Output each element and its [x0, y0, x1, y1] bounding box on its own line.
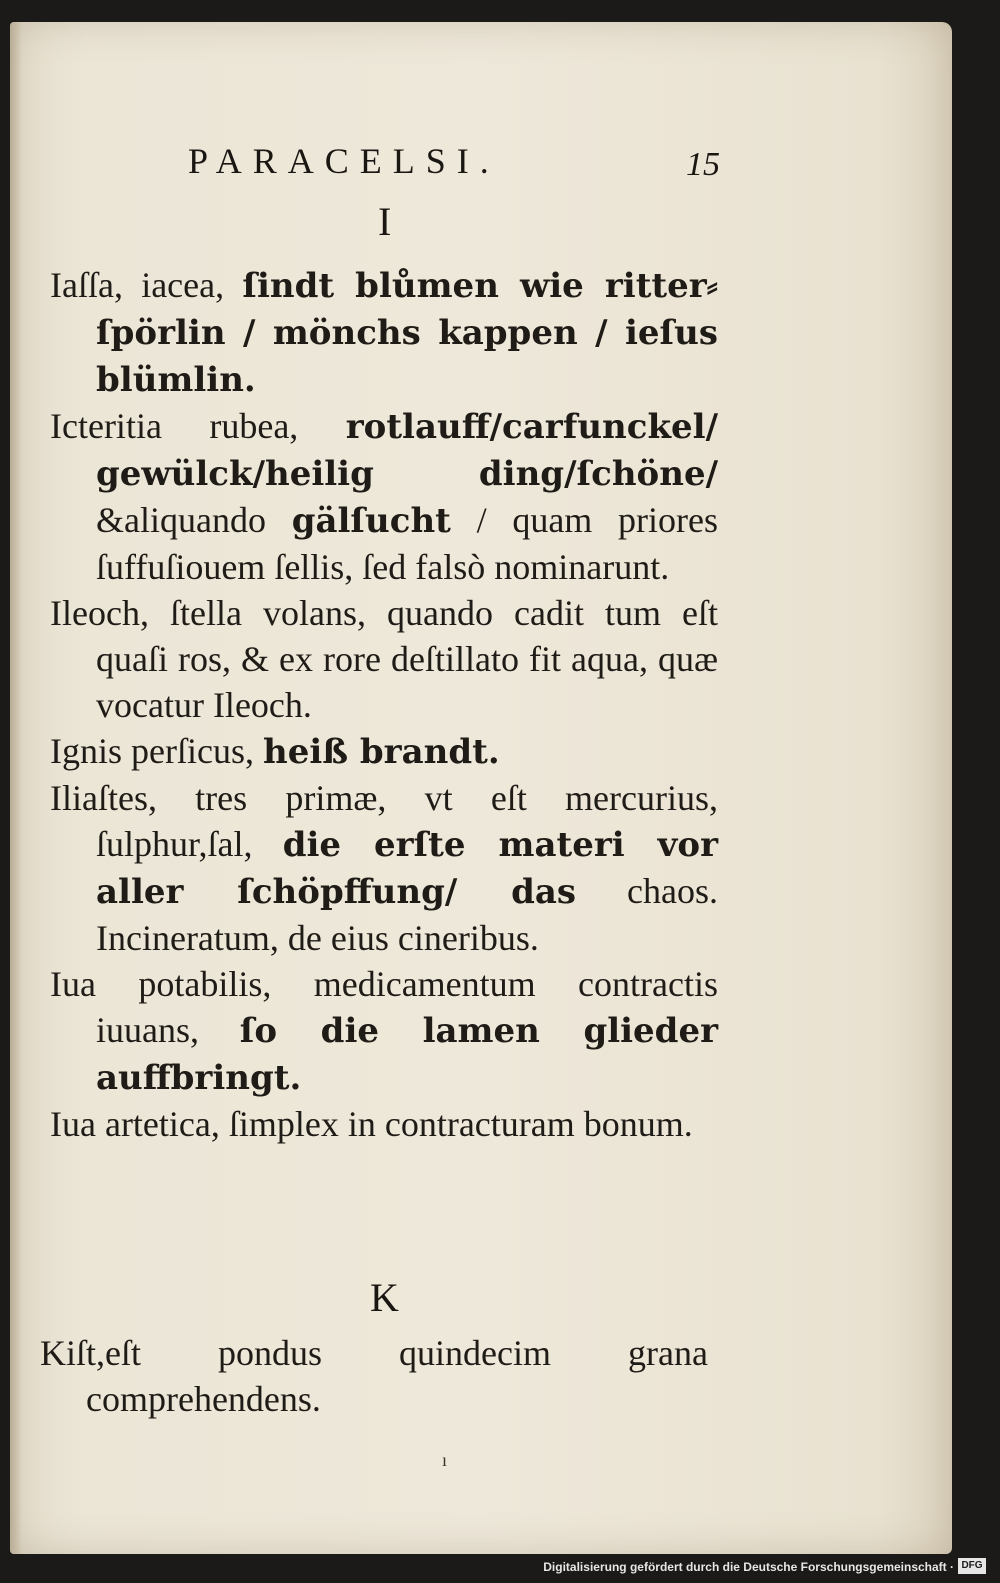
entry-german: rotlauff/carfunckel/ gewülck/heilig ding/ſchöne/ — [96, 407, 718, 494]
entry-icteritia — [50, 403, 718, 590]
signature-mark: ı — [442, 1450, 448, 1470]
page-gutter-shadow — [10, 22, 22, 1554]
running-head: PARACELSI. — [188, 141, 500, 181]
entry-german: heiß brandt. — [262, 732, 500, 772]
entry-ileoch — [50, 590, 718, 728]
digitization-credit: Digitalisierung gefördert durch die Deutsche Forschungsgemeinschaft · — [543, 1560, 954, 1574]
entry-german: ſindt blůmen wie ritter⸗ ſpörlin / mönchs kappen / ieſus blümlin. — [96, 266, 718, 400]
dfg-logo: DFG — [958, 1558, 986, 1574]
entry-latin: Iaſſa, iacea, — [50, 265, 225, 305]
section-letter-k: K — [370, 1275, 399, 1320]
entry-latin: Iua potabilis, medicamentum contractis iuuans, — [50, 964, 718, 1050]
entry-latin: Iliaſtes, tres primæ, vt eſt mercurius, ſulphur,ſal, — [50, 778, 718, 864]
entry-iassa — [50, 262, 718, 403]
entry-kist — [40, 1330, 708, 1422]
entry-latin: Icteritia rubea, — [50, 406, 299, 446]
entry-latin: Ignis perſicus, — [50, 731, 254, 771]
entry-iua-potabilis — [50, 961, 718, 1101]
entry-latin: Ileoch, ſtella volans, quando cadit tum eſt quaſi ros, & ex rore deſtillato fit aqua, quæ vocatur Ileoch. — [50, 593, 718, 725]
entry-german: ſo die lamen glieder auffbringt. — [96, 1011, 719, 1098]
entry-german-continued: gälſucht — [291, 501, 451, 541]
entries-section-k — [40, 1330, 708, 1422]
book-page — [10, 22, 952, 1554]
entry-latin: Kiſt,eſt pondus quindecim grana comprehendens. — [40, 1333, 708, 1419]
entry-ignis-persicus — [50, 728, 718, 775]
entries-section-i — [50, 262, 718, 1147]
entry-latin-continued: &aliquando — [96, 500, 266, 540]
entry-iua-artetica — [50, 1101, 718, 1147]
page-number: 15 — [686, 146, 720, 183]
entry-latin-continued: chaos. Incineratum, de eius cineribus. — [96, 871, 718, 958]
entry-latin-continued: / quam priores ſuffuſiouem ſellis, ſed falsò nominarunt. — [96, 500, 718, 587]
section-letter-i: I — [378, 199, 392, 244]
entry-latin: Iua artetica, ſimplex in contracturam bonum. — [50, 1104, 693, 1144]
entry-iliastes — [50, 775, 718, 961]
entry-german: die erſte materi vor aller ſchöpffung/ das — [96, 825, 719, 912]
